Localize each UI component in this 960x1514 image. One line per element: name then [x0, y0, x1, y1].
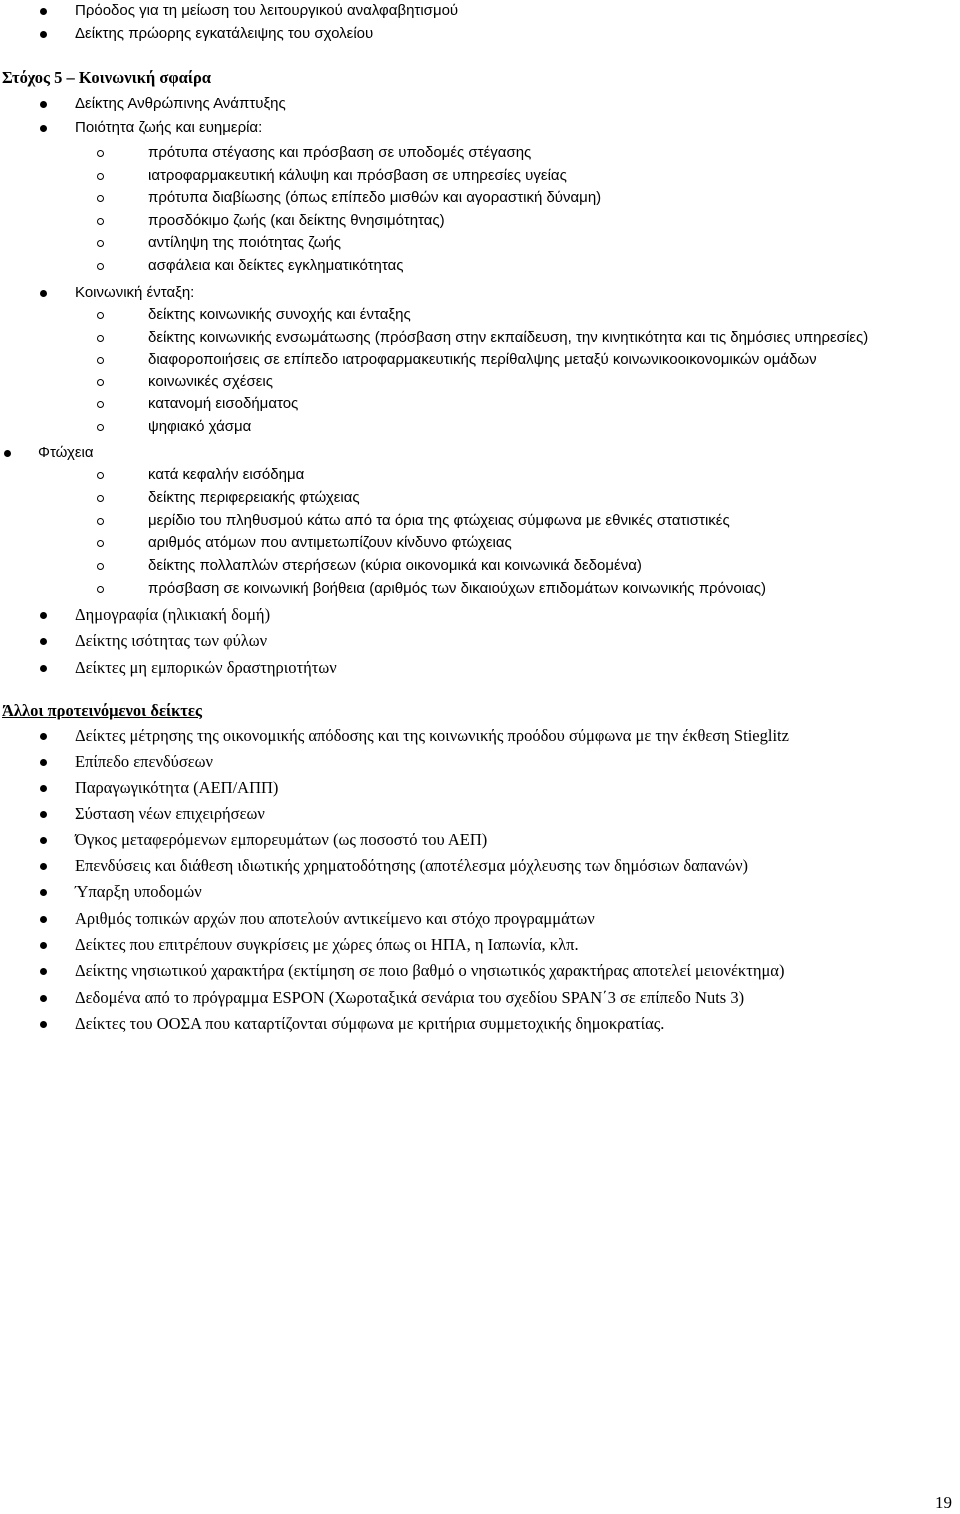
bullet-text: Όγκος μεταφερόμενων εμπορευμάτων (ως ποσοστό του ΑΕΠ)	[75, 830, 488, 849]
sub-bullet-text: δείκτης κοινωνικής συνοχής και ένταξης	[148, 306, 411, 323]
bullet-text: Δείκτες μη εμπορικών δραστηριοτήτων	[75, 658, 337, 677]
sub-bullet-text: δείκτης πολλαπλών στερήσεων (κύρια οικονομικά και κοινωνικά δεδομένα)	[148, 557, 642, 574]
bullet-text: Αριθμός τοπικών αρχών που αποτελούν αντικείμενο και στόχο προγραμμάτων	[75, 909, 595, 928]
bullet-icon	[40, 665, 47, 672]
bullet-text: Δείκτης ισότητας των φύλων	[75, 631, 268, 650]
bullet-icon	[40, 863, 47, 870]
circle-bullet-icon	[97, 312, 104, 319]
sub-bullet-text: αριθμός ατόμων που αντιμετωπίζουν κίνδυνο φτώχειας	[148, 534, 512, 551]
circle-bullet-icon	[97, 357, 104, 364]
circle-bullet-icon	[97, 379, 104, 386]
bullet-text: Ύπαρξη υποδομών	[75, 882, 202, 901]
bullet-icon	[40, 8, 47, 15]
bullet-text: Δείκτες μέτρησης της οικονομικής απόδοσης και της κοινωνικής προόδου σύμφωνα με την έκθεση Stieglitz	[75, 726, 789, 745]
bullet-text: Φτώχεια	[38, 444, 94, 461]
bullet-text: Επίπεδο επενδύσεων	[75, 752, 213, 771]
bullet-icon	[40, 837, 47, 844]
bullet-icon	[40, 101, 47, 108]
bullet-text: Δείκτης Ανθρώπινης Ανάπτυξης	[75, 95, 286, 112]
section-heading: Στόχος 5 – Κοινωνική σφαίρα	[2, 68, 211, 87]
sub-bullet-text: ιατροφαρμακευτική κάλυψη και πρόσβαση σε υπηρεσίες υγείας	[148, 167, 567, 184]
bullet-icon	[40, 638, 47, 645]
circle-bullet-icon	[97, 424, 104, 431]
circle-bullet-icon	[97, 563, 104, 570]
bullet-text: Σύσταση νέων επιχειρήσεων	[75, 804, 265, 823]
sub-bullet-text: διαφοροποιήσεις σε επίπεδο ιατροφαρμακευτικής περίθαλψης μεταξύ κοινωνικοοικονομικών ομάδων	[148, 351, 817, 368]
bullet-icon	[40, 759, 47, 766]
bullet-icon	[40, 968, 47, 975]
bullet-icon	[40, 1021, 47, 1028]
circle-bullet-icon	[97, 518, 104, 525]
bullet-icon	[4, 450, 11, 457]
bullet-icon	[40, 612, 47, 619]
bullet-text: Ποιότητα ζωής και ευημερία:	[75, 119, 263, 136]
sub-bullet-text: πρότυπα στέγασης και πρόσβαση σε υποδομές στέγασης	[148, 144, 532, 161]
circle-bullet-icon	[97, 586, 104, 593]
bullet-text: Επενδύσεις και διάθεση ιδιωτικής χρηματοδότησης (αποτέλεσμα μόχλευσης των δημόσιων δαπανών)	[75, 856, 749, 875]
bullet-icon	[40, 995, 47, 1002]
bullet-text: Δείκτες που επιτρέπουν συγκρίσεις με χώρες όπως οι ΗΠΑ, η Ιαπωνία, κλπ.	[75, 935, 579, 954]
bullet-text: Δεδομένα από το πρόγραμμα ESPON (Χωροταξικά σενάρια του σχεδίου SPAN΄3 σε επίπεδο Nuts 3)	[75, 988, 745, 1007]
bullet-text: Πρόοδος για τη μείωση του λειτουργικού αναλφαβητισμού	[75, 2, 459, 19]
circle-bullet-icon	[97, 240, 104, 247]
circle-bullet-icon	[97, 495, 104, 502]
sub-bullet-text: ασφάλεια και δείκτες εγκληματικότητας	[148, 257, 404, 274]
circle-bullet-icon	[97, 173, 104, 180]
sub-bullet-text: πρόσβαση σε κοινωνική βοήθεια (αριθμός των δικαιούχων επιδομάτων κοινωνικής πρόνοιας)	[148, 580, 767, 597]
bullet-text: Δείκτης νησιωτικού χαρακτήρα (εκτίμηση σε ποιο βαθμό ο νησιωτικός χαρακτήρας αποτελεί μειονέκτημα)	[75, 961, 785, 980]
circle-bullet-icon	[97, 401, 104, 408]
bullet-icon	[40, 916, 47, 923]
circle-bullet-icon	[97, 195, 104, 202]
sub-bullet-text: κοινωνικές σχέσεις	[148, 373, 273, 390]
sub-bullet-text: δείκτης περιφερειακής φτώχειας	[148, 489, 360, 506]
bullet-text: Δείκτης πρώορης εγκατάλειψης του σχολείου	[75, 25, 374, 42]
bullet-text: Δημογραφία (ηλικιακή δομή)	[75, 605, 271, 624]
bullet-text: Δείκτες του ΟΟΣΑ που καταρτίζονται σύμφωνα με κριτήρια συμμετοχικής δημοκρατίας.	[75, 1014, 665, 1033]
bullet-text: Παραγωγικότητα (ΑΕΠ/ΑΠΠ)	[75, 778, 279, 797]
sub-bullet-text: μερίδιο του πληθυσμού κάτω από τα όρια της φτώχειας σύμφωνα με εθνικές στατιστικές	[148, 512, 730, 529]
sub-bullet-text: αντίληψη της ποιότητας ζωής	[148, 234, 342, 251]
sub-bullet-text: δείκτης κοινωνικής ενσωμάτωσης (πρόσβαση στην εκπαίδευση, την κινητικότητα και τις δημόσιες υπηρεσίες)	[148, 329, 869, 346]
page-number: 19	[935, 1493, 952, 1512]
bullet-icon	[40, 125, 47, 132]
bullet-icon	[40, 290, 47, 297]
sub-bullet-text: πρότυπα διαβίωσης (όπως επίπεδο μισθών και αγοραστική δύναμη)	[148, 189, 602, 206]
bullet-icon	[40, 889, 47, 896]
bullet-icon	[40, 811, 47, 818]
circle-bullet-icon	[97, 540, 104, 547]
circle-bullet-icon	[97, 335, 104, 342]
bullet-icon	[40, 785, 47, 792]
section-heading: Άλλοι προτεινόμενοι δείκτες	[2, 701, 202, 720]
bullet-icon	[40, 31, 47, 38]
circle-bullet-icon	[97, 150, 104, 157]
circle-bullet-icon	[97, 472, 104, 479]
sub-bullet-text: κατανομή εισοδήματος	[148, 395, 299, 412]
bullet-text: Κοινωνική ένταξη:	[75, 284, 195, 301]
circle-bullet-icon	[97, 263, 104, 270]
bullet-icon	[40, 733, 47, 740]
sub-bullet-text: ψηφιακό χάσμα	[148, 418, 252, 435]
sub-bullet-text: προσδόκιμο ζωής (και δείκτης θνησιμότητας)	[148, 212, 445, 229]
bullet-icon	[40, 942, 47, 949]
circle-bullet-icon	[97, 218, 104, 225]
sub-bullet-text: κατά κεφαλήν εισόδημα	[148, 466, 305, 483]
